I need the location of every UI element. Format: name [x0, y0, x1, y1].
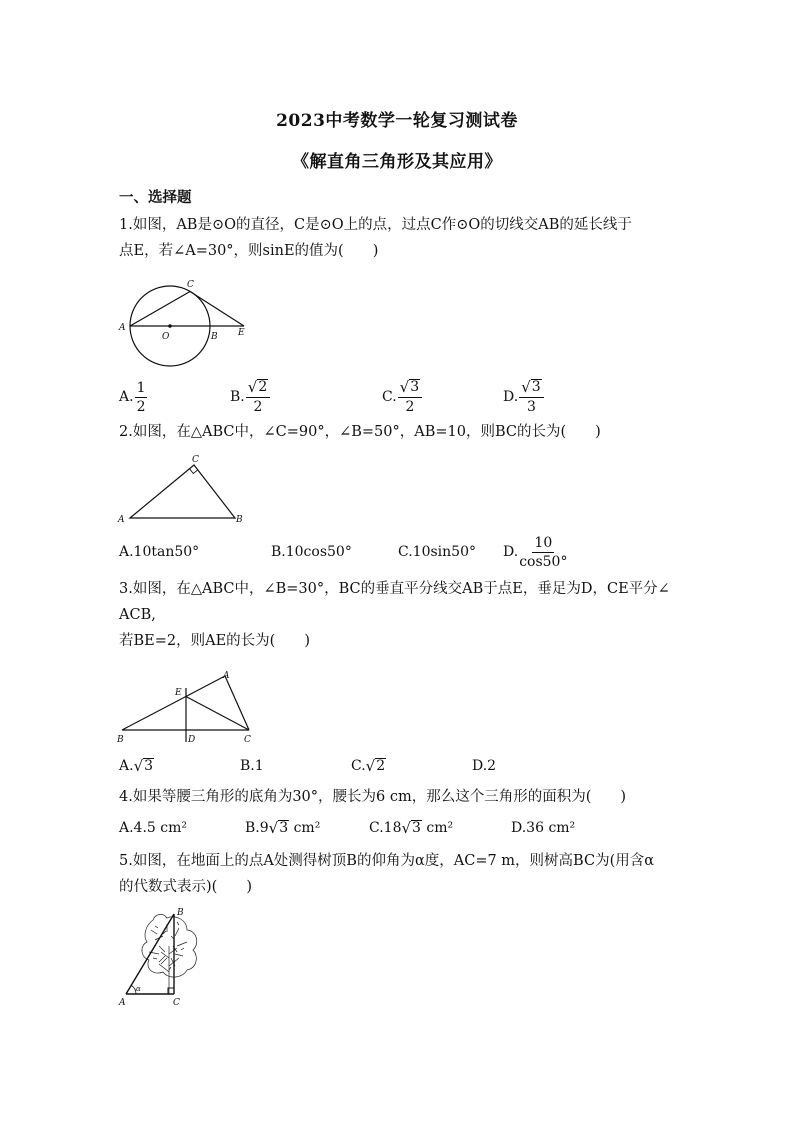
option-2c[interactable]: C.10sin50°: [398, 544, 476, 560]
fraction: [246, 379, 270, 415]
sight-line-ab: [126, 914, 174, 994]
question-1-line-1: 1.如图，AB是⊙O的直径，C是⊙O上的点，过点C作⊙O的切线交AB的延长线于: [119, 217, 632, 233]
option-1c[interactable]: [382, 375, 422, 419]
option-3b[interactable]: B.1: [240, 758, 264, 774]
option-3c[interactable]: [351, 744, 386, 788]
option-1b[interactable]: [230, 375, 270, 419]
label-d: D: [188, 735, 196, 745]
numerator: [246, 379, 270, 398]
option-3d[interactable]: D.2: [472, 758, 497, 774]
question-2-text: [119, 419, 704, 445]
label-alpha: α: [136, 985, 141, 993]
label-a: A: [223, 671, 230, 681]
label-b: B: [177, 908, 184, 918]
label-c: C: [173, 998, 180, 1008]
label-c: C: [192, 455, 199, 465]
option-prefix: A.: [119, 389, 134, 405]
option-2a[interactable]: A.10tan50°: [119, 544, 200, 560]
page-title: 2023中考数学一轮复习测试卷: [276, 111, 518, 131]
denominator: cos50°: [519, 553, 568, 570]
option-4a[interactable]: A.4.5 cm²: [119, 820, 188, 836]
question-4-line-1: 4.如果等腰三角形的底角为30°，腰长为6 cm，那么这个三角形的面积为( ): [119, 789, 627, 805]
option-unit: cm²: [421, 820, 454, 836]
numerator: [519, 379, 543, 398]
question-1-line-2: 点E，若∠A=30°，则sinE的值为( ): [119, 243, 379, 259]
question-1-options: [119, 375, 704, 419]
question-1-figure: [117, 278, 257, 372]
option-4d[interactable]: D.36 cm²: [511, 820, 576, 836]
option-prefix: C.: [351, 758, 366, 774]
radical: √ 3: [521, 378, 541, 396]
option-prefix: C.: [382, 389, 397, 405]
label-e: E: [175, 688, 182, 698]
chord-ac: [130, 292, 190, 327]
denominator: 3: [526, 399, 536, 415]
question-3-options: [119, 744, 704, 788]
option-3a[interactable]: [119, 744, 154, 788]
question-5-line-2: 的代数式表示)( ): [119, 879, 252, 895]
question-5-line-1: 5.如图，在地面上的点A处测得树顶B的仰角为α度，AC=7 m，则树高BC为(用含α: [119, 853, 655, 869]
label-b: B: [236, 515, 243, 525]
option-prefix: D.: [503, 544, 519, 560]
fraction: [398, 379, 422, 415]
question-2-line-1: 2.如图，在△ABC中，∠C=90°，∠B=50°，AB=10，则BC的长为( ): [119, 424, 601, 440]
side-ba: [122, 676, 225, 730]
option-prefix: D.: [503, 389, 519, 405]
side-ac: [225, 676, 249, 730]
question-1-text: [119, 212, 704, 264]
label-c: C: [244, 735, 251, 745]
center-point: [168, 324, 172, 328]
fraction: [519, 379, 543, 415]
radical: √ 2: [365, 757, 386, 775]
label-a: A: [119, 998, 126, 1008]
option-4b[interactable]: [245, 806, 320, 850]
option-prefix: A.: [119, 758, 134, 774]
label-a: A: [118, 515, 125, 525]
segment-ce: [186, 697, 249, 731]
denominator: 2: [136, 398, 146, 415]
question-3-line-2: ACB,: [119, 607, 156, 623]
question-5-figure: [117, 906, 207, 1010]
option-2b[interactable]: B.10cos50°: [271, 544, 352, 560]
triangle-abc: [130, 465, 235, 518]
numerator: [398, 379, 422, 398]
radical: √ 2: [247, 378, 268, 396]
question-3-line-3: 若BE=2，则AE的长为( ): [119, 633, 310, 649]
option-2d[interactable]: [503, 530, 567, 574]
question-2-options: [119, 530, 704, 574]
option-4c[interactable]: [369, 806, 453, 850]
question-5-text: [119, 848, 704, 900]
fraction: [135, 380, 148, 415]
page-subtitle: 《解直角三角形及其应用》: [292, 152, 502, 172]
fraction: [519, 535, 567, 570]
label-e: E: [238, 328, 245, 338]
radical: √ 3: [133, 757, 154, 775]
radical: √ 3: [401, 819, 421, 837]
question-2-figure: [117, 452, 252, 526]
label-b: B: [117, 735, 124, 745]
numerator: 10: [534, 534, 553, 551]
option-prefix: B.9: [245, 820, 269, 836]
tangent-ce: [190, 292, 244, 327]
question-3-line-1: 3.如图，在△ABC中，∠B=30°，BC的垂直平分线交AB于点E，垂足为D，CE平分∠: [119, 581, 670, 597]
option-unit: cm²: [289, 820, 321, 836]
option-prefix: C.18: [369, 820, 402, 836]
label-a: A: [119, 323, 126, 333]
question-3-text: [119, 576, 704, 654]
numerator: 1: [136, 379, 146, 396]
radical: √ 3: [268, 819, 289, 837]
label-c: C: [187, 280, 194, 290]
option-1d[interactable]: [503, 375, 544, 419]
denominator: 2: [405, 399, 415, 415]
radical: √ 3: [399, 378, 420, 396]
option-1a[interactable]: [119, 375, 147, 419]
label-o: O: [162, 332, 170, 342]
label-b: B: [211, 332, 218, 342]
question-3-figure: [117, 666, 262, 746]
section-title: 一、选择题: [119, 189, 192, 206]
question-4-options: [119, 806, 704, 850]
denominator: 2: [253, 399, 263, 415]
right-angle-mark: [190, 469, 198, 474]
option-prefix: B.: [230, 389, 245, 405]
